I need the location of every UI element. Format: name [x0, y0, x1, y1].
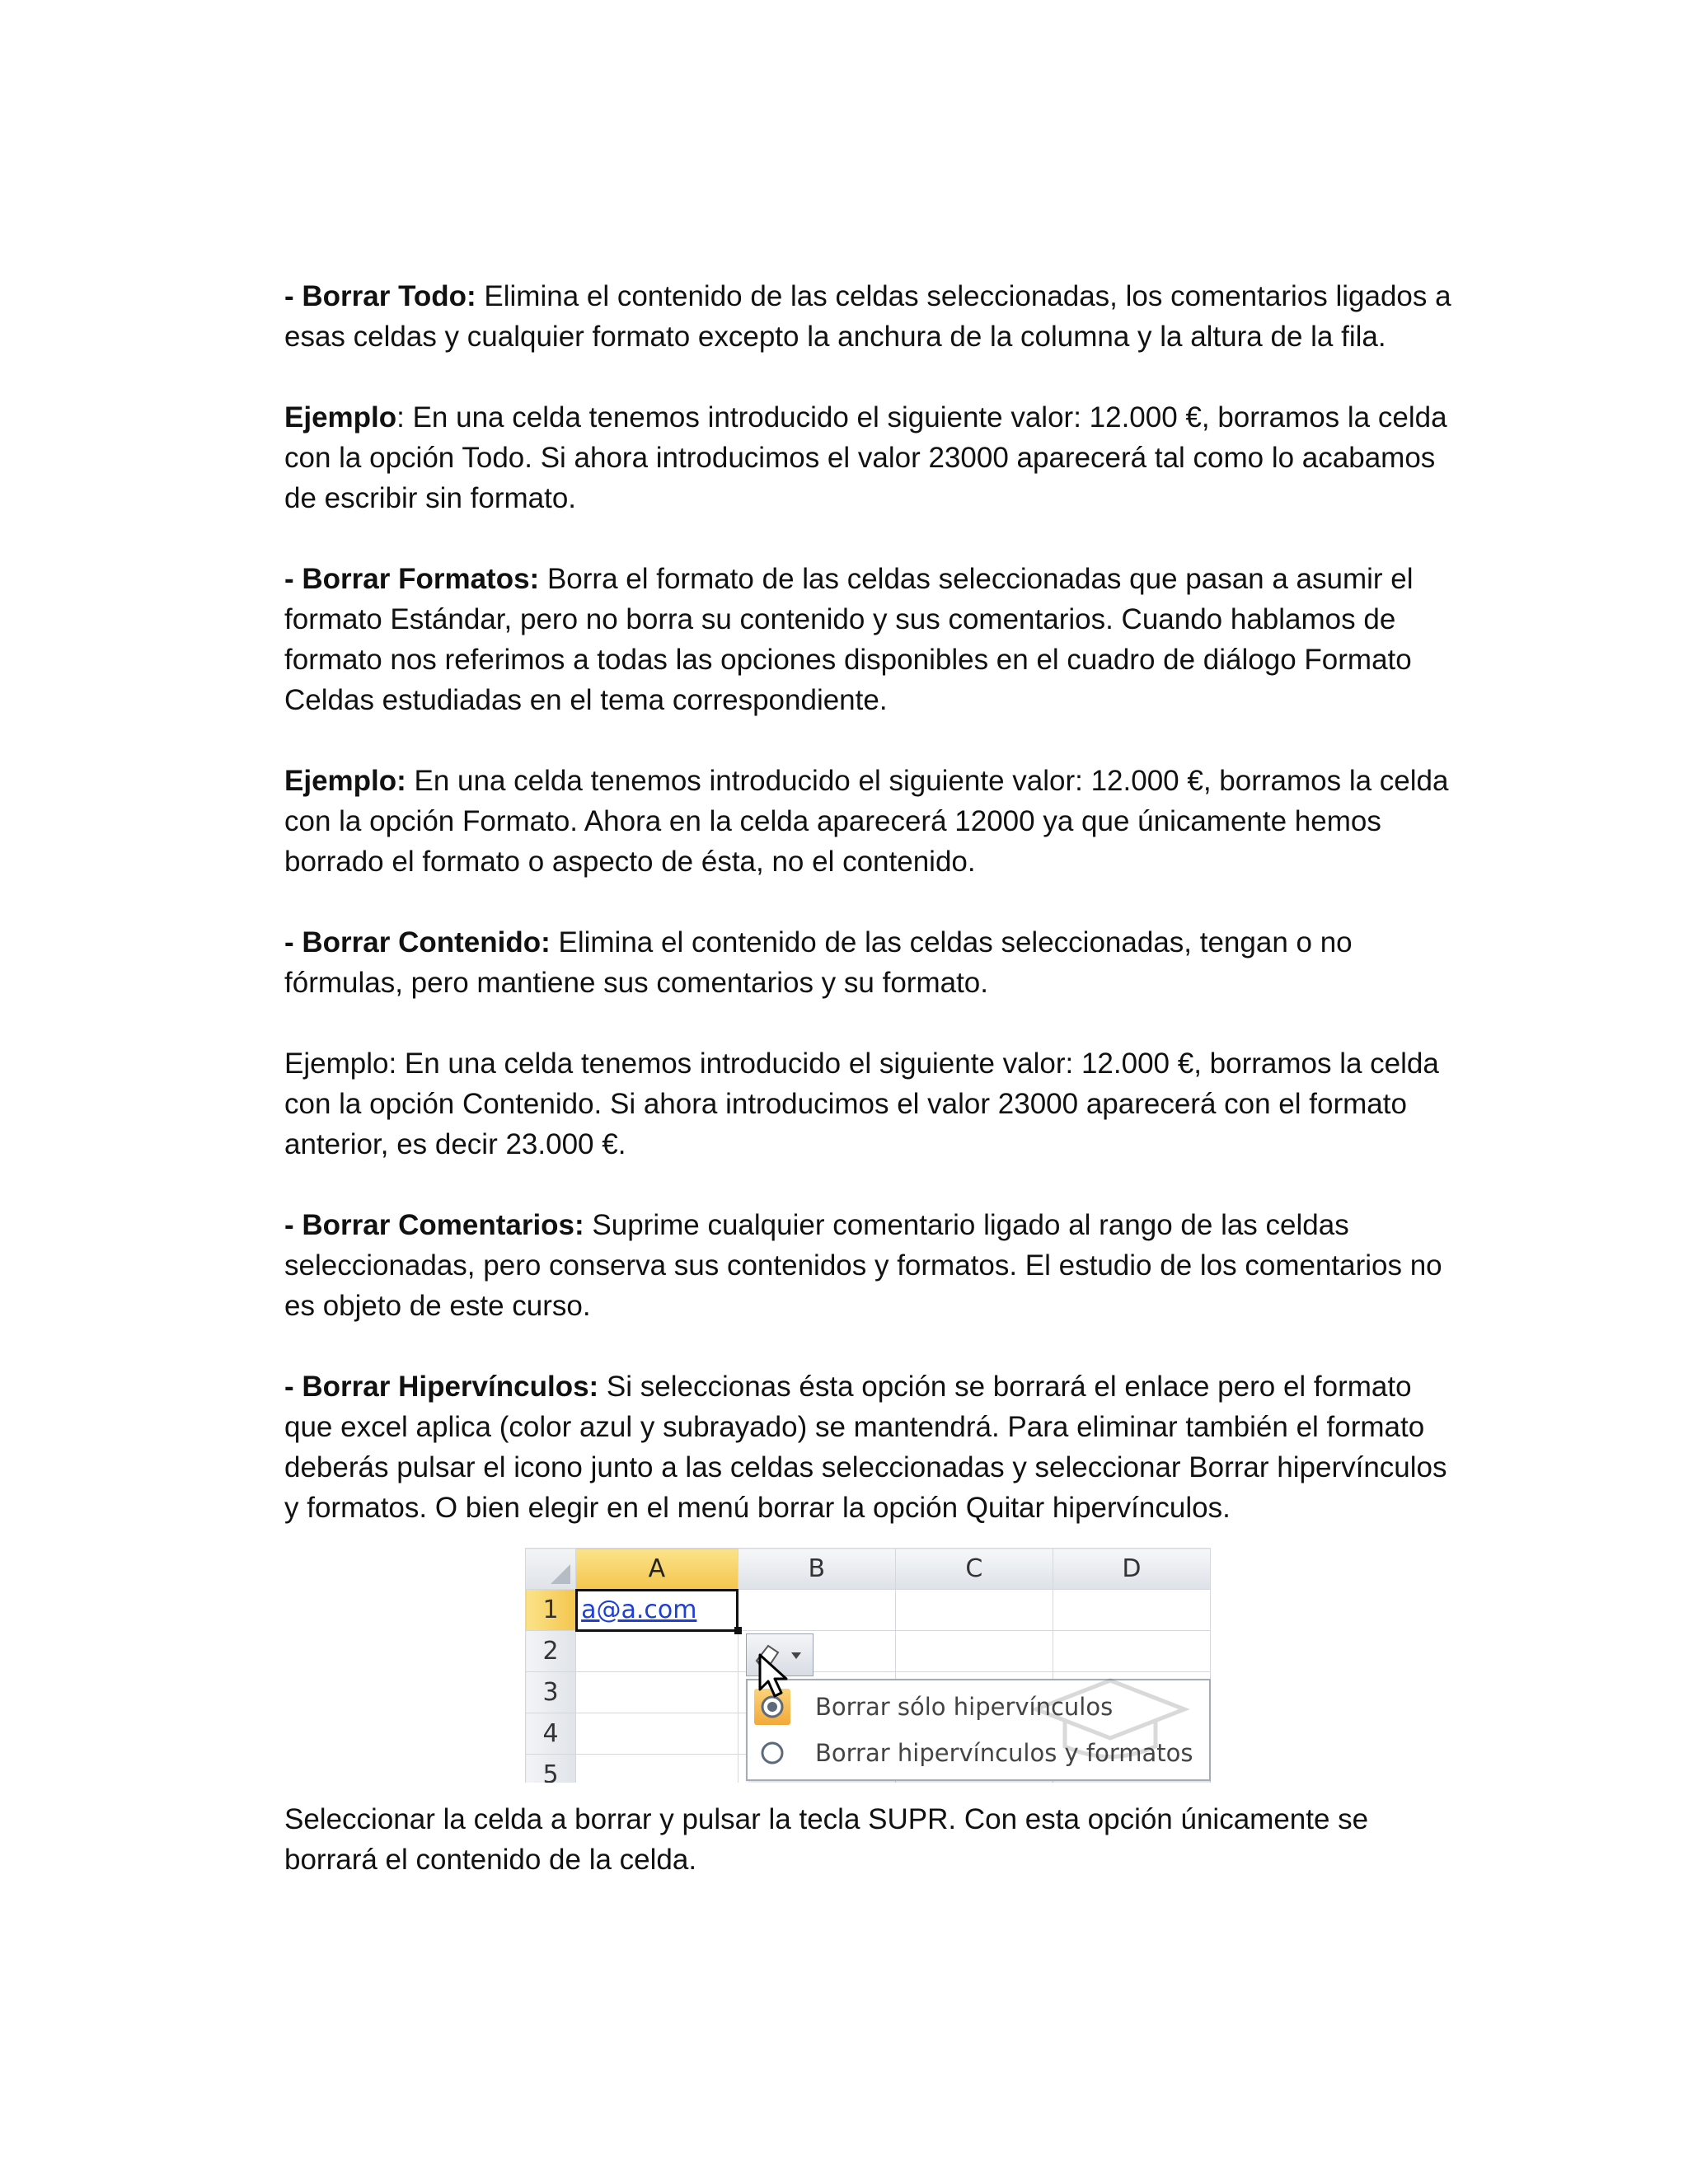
paragraph-ejemplo-contenido [284, 1043, 1455, 1165]
cell-a4[interactable] [576, 1713, 738, 1755]
desc-borrar-hipervinculos: Si seleccionas ésta opción se borrará el enlace pero el formato que excel aplica (color azul y subrayado) se mantendrá. Para eliminar también el formato deberás pulsar el icono junto a las celdas seleccionadas y seleccionar Borrar hipervínculos y formatos. O bien elegir en el menú borrar la opción Quitar hipervínculos. [284, 1371, 1447, 1524]
row-header-2[interactable]: 2 [526, 1631, 576, 1672]
row-header-5[interactable]: 5 [526, 1755, 576, 1783]
desc-borrar-comentarios: Suprime cualquier comentario ligado al rango de las celdas seleccionadas, pero conserva sus contenidos y formatos. El estudio de los comentarios no es objeto de este curso. [284, 1209, 1442, 1322]
cell-a2[interactable] [576, 1631, 738, 1672]
cell-a1-hyperlink[interactable]: a@a.com [576, 1590, 738, 1631]
graduation-cap-watermark-icon [1028, 1668, 1193, 1767]
term-ejemplo: Ejemplo [284, 401, 397, 434]
paragraph-borrar-hipervinculos [284, 1366, 1455, 1528]
column-header-d[interactable]: D [1053, 1549, 1210, 1590]
term-ejemplo-formato: Ejemplo: [284, 765, 406, 797]
mouse-cursor-icon [758, 1653, 791, 1699]
column-header-c[interactable]: C [895, 1549, 1053, 1590]
cell-d1[interactable] [1053, 1590, 1210, 1631]
term-borrar-contenido: - Borrar Contenido: [284, 926, 551, 958]
document-page [284, 276, 1455, 1880]
desc-ejemplo-formato: En una celda tenemos introducido el siguiente valor: 12.000 €, borramos la celda con la opción Formato. Ahora en la celda aparecerá 12000 ya que únicamente hemos borrado el formato o aspecto de ésta, no el contenido. [284, 765, 1449, 878]
desc-ejemplo-todo: : En una celda tenemos introducido el siguiente valor: 12.000 €, borramos la celda con la opción Todo. Si ahora introducimos el valor 23000 aparecerá tal como lo acabamos de escribir sin formato. [284, 401, 1447, 514]
term-borrar-comentarios: - Borrar Comentarios: [284, 1209, 584, 1241]
cell-b1[interactable] [738, 1590, 895, 1631]
term-borrar-todo: - Borrar Todo: [284, 280, 476, 312]
paragraph-borrar-contenido [284, 922, 1455, 1003]
cell-c2[interactable] [895, 1631, 1053, 1672]
select-all-corner[interactable] [526, 1549, 576, 1590]
term-borrar-formatos: - Borrar Formatos: [284, 563, 540, 595]
cell-d2[interactable] [1053, 1631, 1210, 1672]
paragraph-borrar-formatos [284, 559, 1455, 720]
menu-item-label: Borrar sólo hipervínculos [815, 1693, 1114, 1721]
paragraph-borrar-todo [284, 276, 1455, 357]
row-header-1[interactable]: 1 [526, 1590, 576, 1631]
desc-borrar-contenido: Elimina el contenido de las celdas seleccionadas, tengan o no fórmulas, pero mantiene sus comentarios y su formato. [284, 926, 1353, 999]
desc-borrar-todo: Elimina el contenido de las celdas seleccionadas, los comentarios ligados a esas celdas y cualquier formato excepto la anchura de la columna y la altura de la fila. [284, 280, 1451, 353]
menu-item-label: Borrar hipervínculos y formatos [815, 1739, 1193, 1767]
term-borrar-hipervinculos: - Borrar Hipervínculos: [284, 1371, 599, 1403]
desc-ejemplo-contenido: Ejemplo: En una celda tenemos introducido el siguiente valor: 12.000 €, borramos la celda con la opción Contenido. Si ahora introducimos el valor 23000 aparecerá con el formato anterior, es decir 23.000 €. [284, 1047, 1439, 1160]
column-header-a[interactable]: A [576, 1549, 738, 1590]
row-header-4[interactable]: 4 [526, 1713, 576, 1755]
chevron-down-icon [791, 1652, 801, 1659]
row-header-3[interactable]: 3 [526, 1672, 576, 1713]
paragraph-ejemplo-todo [284, 397, 1455, 518]
desc-tecla-supr: Seleccionar la celda a borrar y pulsar la tecla SUPR. Con esta opción únicamente se borrará el contenido de la celda. [284, 1803, 1369, 1876]
radio-icon [754, 1735, 790, 1771]
paragraph-tecla-supr [284, 1799, 1455, 1880]
cell-a5[interactable] [576, 1755, 738, 1783]
paragraph-borrar-comentarios [284, 1205, 1455, 1326]
paragraph-ejemplo-formato [284, 761, 1455, 882]
column-header-b[interactable]: B [738, 1549, 895, 1590]
desc-borrar-formatos: Borra el formato de las celdas seleccionadas que pasan a asumir el formato Estándar, pero no borra su contenido y sus comentarios. Cuando hablamos de formato nos referimos a todas las opciones disponibles en el cuadro de diálogo Formato Celdas estudiadas en el tema correspondiente. [284, 563, 1414, 716]
excel-screenshot [525, 1548, 1211, 1783]
cell-a3[interactable] [576, 1672, 738, 1713]
cell-c1[interactable] [895, 1590, 1053, 1631]
